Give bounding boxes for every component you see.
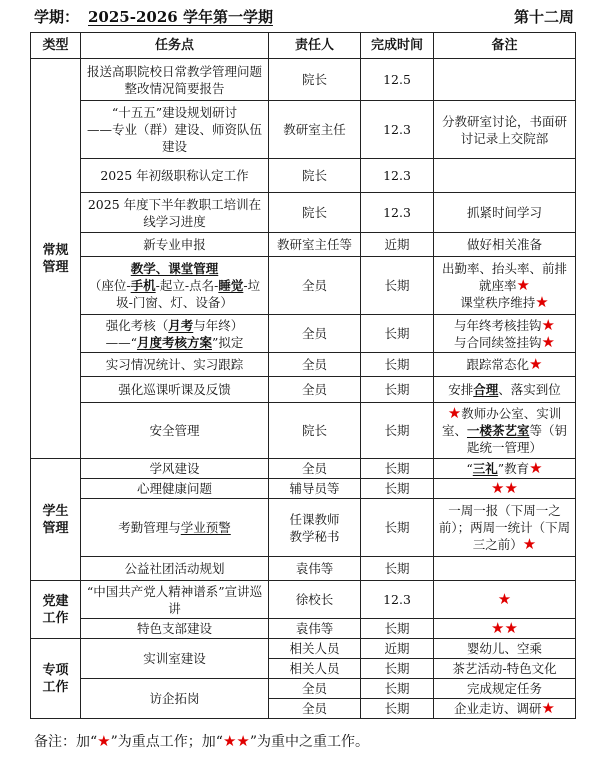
category-special: 专项工作 [31,639,81,719]
table-row [31,257,576,315]
star-icon: ★ [522,535,537,553]
note-cell: ★教师办公室、实训室、一楼茶艺室等（钥匙统一管理） [434,403,576,459]
note-cell: 出勤率、抬头率、前排就座率★ 课堂秩序维持★ [434,257,576,315]
time-cell: 长期 [361,377,434,403]
column-header: 责任人 [269,33,361,59]
note-cell [434,59,576,101]
time-cell: 12.5 [361,59,434,101]
star-icon: ★ [529,355,543,373]
star-icon: ★ [541,315,555,334]
task-cell: 学风建设 [81,459,269,479]
note-cell: 与年终考核挂钩★ 与合同续签挂钩★ [434,315,576,353]
task-cell: 实习情况统计、实习跟踪 [81,353,269,377]
table-row [31,315,576,353]
time-cell: 长期 [361,403,434,459]
category-student: 学生管理 [31,459,81,581]
note-cell: 茶艺活动-特色文化 [434,659,576,679]
owner-cell: 全员 [269,257,361,315]
table-row [31,193,576,233]
time-cell: 长期 [361,315,434,353]
time-cell: 长期 [361,479,434,499]
note-cell: 跟踪常态化★ [434,353,576,377]
note-cell: 完成规定任务 [434,679,576,699]
term-value: 2025-2026 学年第一学期 [88,8,273,26]
table-row [31,679,576,699]
time-cell: 近期 [361,233,434,257]
footnote: 备注：加“★”为重点工作；加“★★”为重中之重工作。 [34,732,370,750]
star-icon: ★ [529,459,543,477]
time-cell: 12.3 [361,101,434,159]
owner-cell: 全员 [269,377,361,403]
owner-cell: 全员 [269,353,361,377]
note-cell: 做好相关准备 [434,233,576,257]
task-title: 教学、课堂管理 [130,261,219,276]
note-cell: 一周一报（下周一之前）；两周一统计（下周三之前）★ [434,499,576,557]
time-cell: 12.3 [361,159,434,193]
time-cell: 长期 [361,499,434,557]
owner-cell: 院长 [269,193,361,233]
term-label: 学期： [34,8,80,26]
owner-cell: 教研室主任 [269,101,361,159]
owner-cell: 任课教师 教学秘书 [269,499,361,557]
table-row [31,499,576,557]
table-row [31,619,576,639]
time-cell: 长期 [361,257,434,315]
table-row [31,459,576,479]
table-row [31,403,576,459]
owner-cell: 袁伟等 [269,619,361,639]
page-header [34,4,574,28]
schedule-table [30,32,576,719]
time-cell: 长期 [361,459,434,479]
star-icon: ★ [97,732,111,750]
time-cell: 近期 [361,639,434,659]
double-star-icon: ★★ [222,732,250,750]
table-row [31,581,576,619]
task-cell [81,101,269,159]
task-cell: 2025 年初级职称认定工作 [81,159,269,193]
owner-cell: 相关人员 [269,659,361,679]
star-icon: ★ [541,699,555,717]
task-line: ——专业（群）建设、师资队伍建设 [86,122,262,154]
task-cell: 报送高职院校日常教学管理问题整改情况简要报告 [81,59,269,101]
task-cell [81,257,269,315]
owner-cell: 全员 [269,679,361,699]
column-header: 任务点 [81,33,269,59]
time-cell: 长期 [361,699,434,719]
week-label: 第十二周 [513,8,574,26]
owner-cell: 辅导员等 [269,479,361,499]
note-cell: 分教研室讨论，书面研讨记录上交院部 [434,101,576,159]
task-cell: 实训室建设 [81,639,269,679]
task-cell: “中国共产党人精神谱系”宣讲巡讲 [81,581,269,619]
time-cell: 12.3 [361,193,434,233]
owner-cell: 全员 [269,459,361,479]
note-cell: 抓紧时间学习 [434,193,576,233]
owner-cell: 全员 [269,315,361,353]
table-row [31,639,576,659]
task-cell: 新专业申报 [81,233,269,257]
table-row [31,59,576,101]
table-row [31,101,576,159]
task-cell: 强化巡课听课及反馈 [81,377,269,403]
task-cell: 公益社团活动规划 [81,557,269,581]
note-cell [434,159,576,193]
star-icon: ★ [516,276,530,294]
note-cell: “三礼”教育★ [434,459,576,479]
note-cell [434,479,576,499]
task-line: “十五五”建设规划研讨 [111,105,238,120]
owner-cell: 院长 [269,403,361,459]
time-cell: 长期 [361,353,434,377]
table-row [31,479,576,499]
column-header: 完成时间 [361,33,434,59]
time-cell: 长期 [361,619,434,639]
column-header: 类型 [31,33,81,59]
double-star-icon: ★★ [491,619,518,637]
table-header-row [31,33,576,59]
star-icon: ★ [541,332,555,351]
time-cell: 长期 [361,557,434,581]
note-cell: 婴幼儿、空乘 [434,639,576,659]
task-cell: 特色支部建设 [81,619,269,639]
star-icon: ★ [535,293,549,311]
owner-cell: 徐校长 [269,581,361,619]
owner-cell: 袁伟等 [269,557,361,581]
task-cell: 访企拓岗 [81,679,269,719]
table-row [31,159,576,193]
category-party: 党建工作 [31,581,81,639]
time-cell: 12.3 [361,581,434,619]
task-cell: 强化考核（月考与年终） ——“月度考核方案”拟定 [81,315,269,353]
table-row [31,557,576,581]
task-cell: 心理健康问题 [81,479,269,499]
task-detail: （座位-手机-起立-点名-睡觉-垃圾-门窗、灯、设备） [88,278,261,310]
task-cell: 安全管理 [81,403,269,459]
table-row [31,233,576,257]
column-header: 备注 [434,33,576,59]
task-cell: 考勤管理与学业预警 [81,499,269,557]
table-row [31,353,576,377]
note-cell: 企业走访、调研★ [434,699,576,719]
note-cell: 安排合理、落实到位 [434,377,576,403]
owner-cell: 院长 [269,159,361,193]
note-cell [434,557,576,581]
owner-cell: 教研室主任等 [269,233,361,257]
star-icon: ★ [497,590,512,608]
star-icon: ★ [447,404,462,422]
time-cell: 长期 [361,659,434,679]
task-cell: 2025 年度下半年教职工培训在线学习进度 [81,193,269,233]
table-row [31,377,576,403]
owner-cell: 相关人员 [269,639,361,659]
note-cell [434,581,576,619]
double-star-icon: ★★ [491,479,518,497]
owner-cell: 院长 [269,59,361,101]
note-cell [434,619,576,639]
category-routine: 常规管理 [31,59,81,459]
owner-cell: 全员 [269,699,361,719]
time-cell: 长期 [361,679,434,699]
